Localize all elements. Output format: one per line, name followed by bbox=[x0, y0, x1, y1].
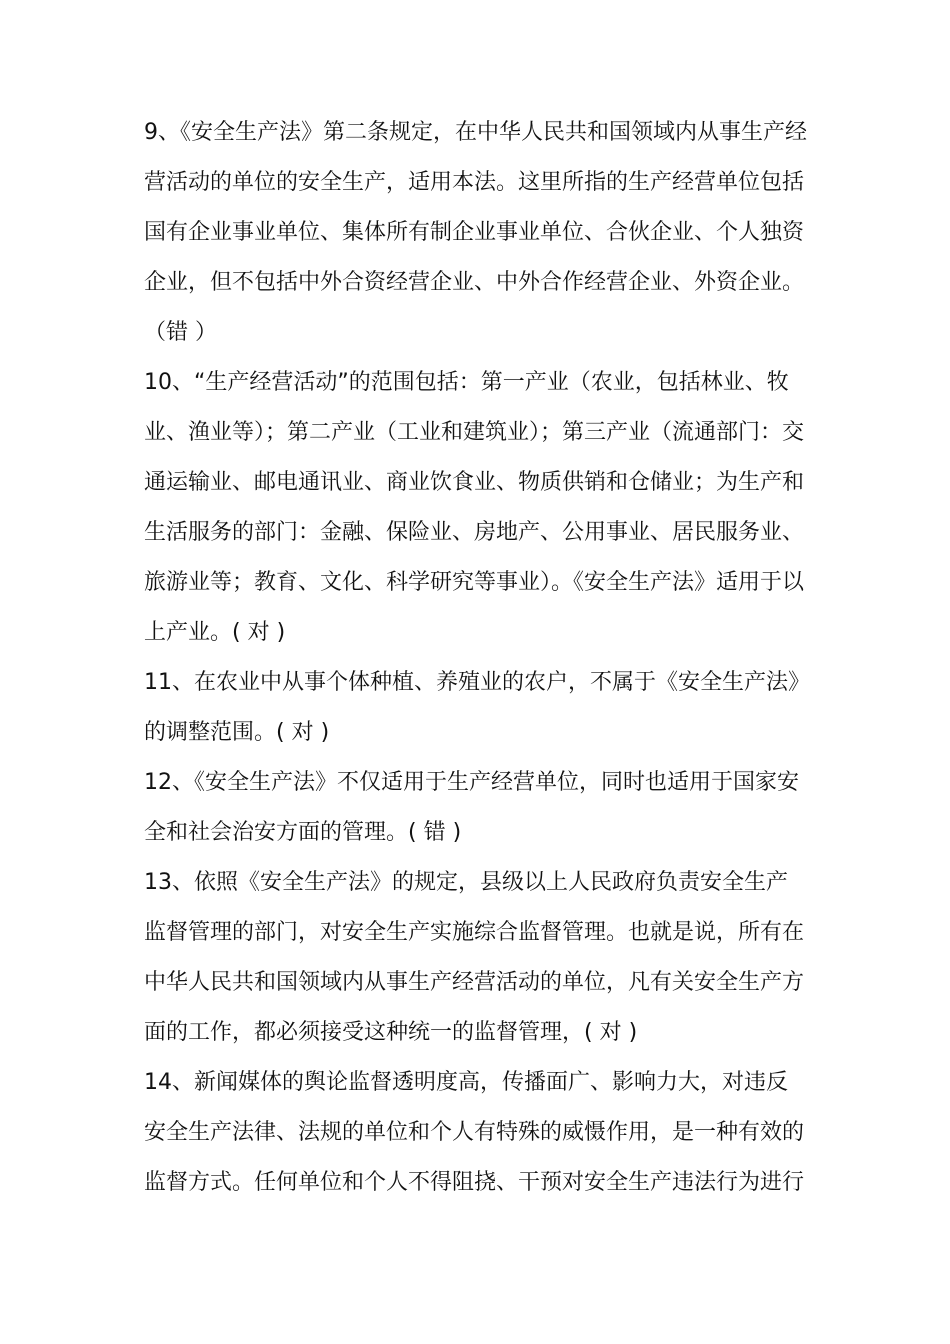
text-line: 监督方式。任何单位和个人不得阻挠、干预对安全生产违法行为进行 bbox=[144, 1170, 805, 1195]
text-line: 业、渔业等）；第二产业（工业和建筑业）；第三产业（流通部门：交 bbox=[144, 420, 805, 445]
text-line: 面的工作，都必须接受这种统一的监督管理，( 对 ) bbox=[144, 1020, 638, 1045]
text-line: 生活服务的部门：金融、保险业、房地产、公用事业、居民服务业、 bbox=[144, 520, 805, 545]
text-line: 营活动的单位的安全生产，适用本法。这里所指的生产经营单位包括 bbox=[144, 170, 805, 195]
text-line: 13、依照《安全生产法》的规定，县级以上人民政府负责安全生产 bbox=[144, 870, 788, 895]
text-line: 14、新闻媒体的舆论监督透明度高，传播面广、影响力大，对违反 bbox=[144, 1070, 788, 1095]
text-line: 上产业。( 对 ) bbox=[144, 620, 286, 645]
text-line: （错 ） bbox=[144, 320, 217, 345]
text-line: 11、在农业中从事个体种植、养殖业的农户，不属于《安全生产法》 bbox=[144, 670, 810, 695]
text-line: 中华人民共和国领域内从事生产经营活动的单位，凡有关安全生产方 bbox=[144, 970, 805, 995]
text-line: 的调整范围。( 对 ) bbox=[144, 720, 330, 745]
text-line: 全和社会治安方面的管理。( 错 ) bbox=[144, 820, 462, 845]
text-line: 10、“生产经营活动”的范围包括：第一产业（农业，包括林业、牧 bbox=[144, 370, 789, 395]
text-line: 监督管理的部门，对安全生产实施综合监督管理。也就是说，所有在 bbox=[144, 920, 805, 945]
text-line: 企业，但不包括中外合资经营企业、中外合作经营企业、外资企业。 bbox=[144, 270, 805, 295]
text-line: 国有企业事业单位、集体所有制企业事业单位、合伙企业、个人独资 bbox=[144, 220, 805, 245]
text-line: 旅游业等；教育、文化、科学研究等事业）。《安全生产法》适用于以 bbox=[144, 570, 805, 595]
document-body bbox=[144, 108, 816, 1208]
text-line: 12、《安全生产法》不仅适用于生产经营单位，同时也适用于国家安 bbox=[144, 770, 799, 795]
text-line: 通运输业、邮电通讯业、商业饮食业、物质供销和仓储业；为生产和 bbox=[144, 470, 805, 495]
text-line: 9、《安全生产法》第二条规定，在中华人民共和国领域内从事生产经 bbox=[144, 120, 807, 145]
text-line: 安全生产法律、法规的单位和个人有特殊的威慑作用，是一种有效的 bbox=[144, 1120, 805, 1145]
